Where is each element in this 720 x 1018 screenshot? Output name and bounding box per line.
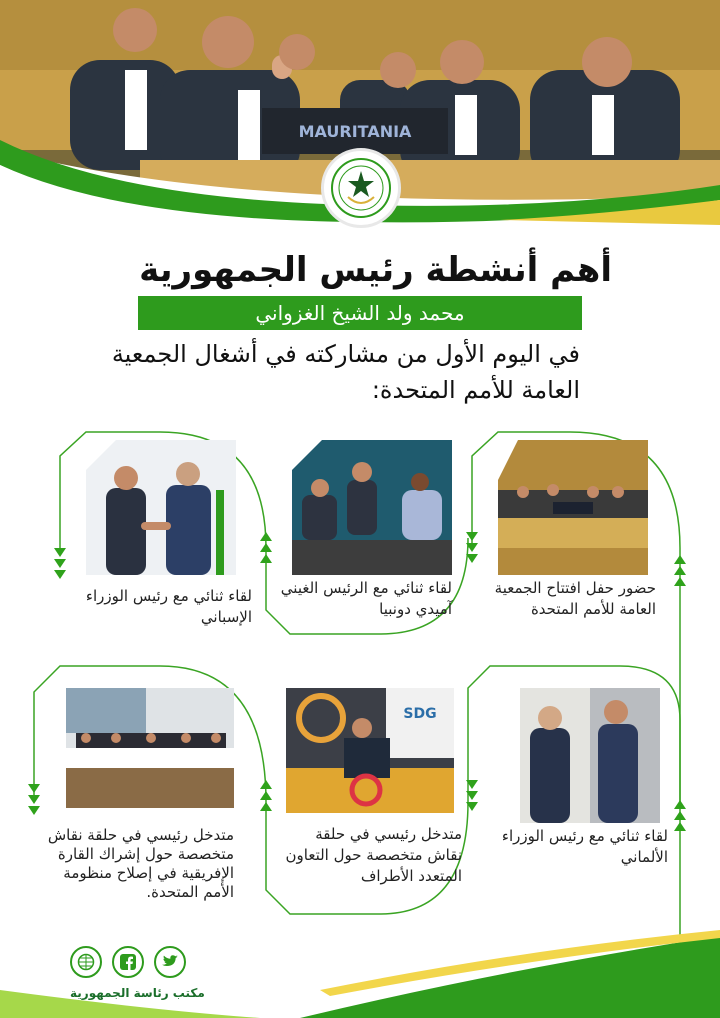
card-caption: متدخل رئيسي في حلقة نقاش متخصصة حول إشراك القارة الإفريقية في إصلاح منظومة الأمم المتحدة. <box>47 826 234 901</box>
social-links <box>70 946 186 978</box>
card-caption: لقاء ثنائي مع الرئيس الغيني آميدي دونبيا <box>280 579 452 618</box>
guinea-meeting-photo <box>292 440 482 575</box>
card-caption: متدخل رئيسي في حلقة نقاش متخصصة حول التعاون المتعدد الأطراف <box>285 825 462 885</box>
card-caption: حضور حفل افتتاح الجمعية العامة للأمم المتحدة <box>494 579 656 618</box>
page-title: أهم أنشطة رئيس الجمهورية <box>139 250 612 290</box>
twitter-icon[interactable] <box>154 946 186 978</box>
facebook-icon[interactable] <box>112 946 144 978</box>
president-name-banner <box>138 296 582 330</box>
card-caption: لقاء ثنائي مع رئيس الوزراء الألماني <box>501 827 668 866</box>
arrow-up-icon <box>260 780 272 813</box>
africa-panel-photo <box>66 688 256 823</box>
intro-text: في اليوم الأول من مشاركته في أشغال الجمعية العامة للأمم المتحدة: <box>111 340 580 404</box>
sdg-screen-text: SDG <box>403 706 437 722</box>
arrow-down-icon <box>54 548 66 581</box>
sdg-panel-photo <box>286 688 476 823</box>
spain-meeting-photo <box>86 440 276 575</box>
president-name: محمد ولد الشيخ الغزواني <box>255 301 465 325</box>
card-caption: لقاء ثنائي مع رئيس الوزراء الإسباني <box>85 587 252 626</box>
office-label: مكتب رئاسة الجمهورية <box>70 986 205 1000</box>
germany-meeting-photo <box>520 688 710 823</box>
web-icon[interactable] <box>70 946 102 978</box>
nameplate: MAURITANIA <box>298 122 412 141</box>
presidency-seal <box>321 148 401 228</box>
arrow-down-icon <box>28 784 40 817</box>
assembly-photo <box>498 440 688 575</box>
